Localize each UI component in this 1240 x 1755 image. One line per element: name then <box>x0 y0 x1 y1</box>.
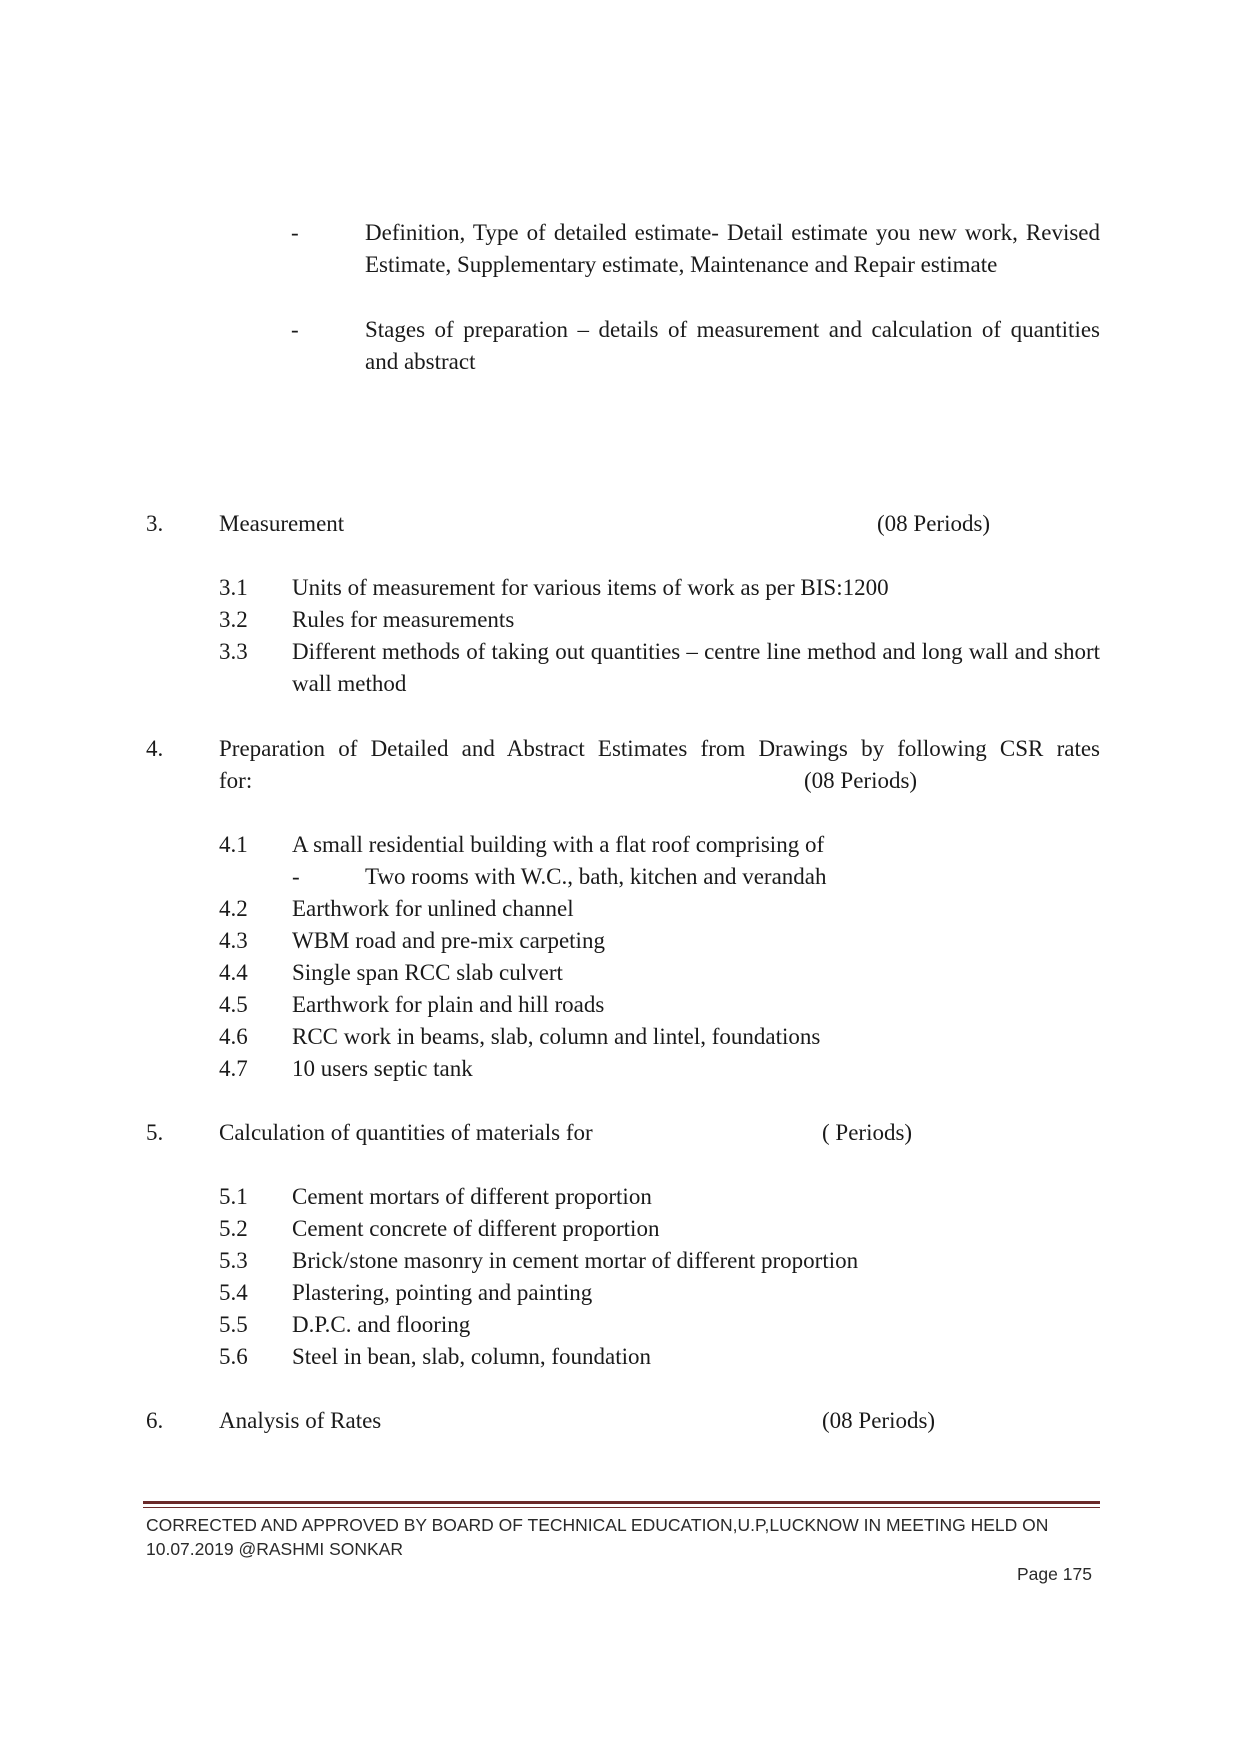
section-4-title-continued: for: <box>219 768 253 793</box>
item-text: D.P.C. and flooring <box>292 1312 471 1337</box>
item-number: 4.6 <box>219 1024 248 1049</box>
section-6-title: Analysis of Rates <box>219 1408 382 1433</box>
sub-bullet-marker: - <box>292 864 300 889</box>
item-text: Cement mortars of different proportion <box>292 1184 652 1209</box>
item-text: 10 users septic tank <box>292 1056 473 1081</box>
item-text: RCC work in beams, slab, column and lintel, foundations <box>292 1024 821 1049</box>
item-text: Rules for measurements <box>292 607 515 632</box>
item-text: WBM road and pre-mix carpeting <box>292 928 605 953</box>
item-number: 5.6 <box>219 1344 248 1369</box>
item-number: 4.4 <box>219 960 248 985</box>
section-5-title: Calculation of quantities of materials for <box>219 1120 593 1145</box>
item-text: Earthwork for plain and hill roads <box>292 992 605 1017</box>
item-text: Brick/stone masonry in cement mortar of different proportion <box>292 1248 859 1273</box>
item-number: 4.5 <box>219 992 248 1017</box>
bullet-marker: - <box>291 317 299 342</box>
item-number: 5.4 <box>219 1280 248 1305</box>
section-4-title: Preparation of Detailed and Abstract Estimates from Drawings by following CSR rates <box>219 736 1100 761</box>
item-number: 5.2 <box>219 1216 248 1241</box>
section-3-periods: (08 Periods) <box>877 511 991 536</box>
item-number: 4.2 <box>219 896 248 921</box>
item-text: Plastering, pointing and painting <box>292 1280 593 1305</box>
footer-rule-thin <box>143 1507 1100 1508</box>
item-text: Earthwork for unlined channel <box>292 896 574 921</box>
item-number: 4.1 <box>219 832 248 857</box>
section-6-number: 6. <box>146 1408 164 1433</box>
item-number: 4.3 <box>219 928 248 953</box>
page-number: Page 175 <box>1017 1564 1092 1584</box>
item-number: 3.2 <box>219 607 248 632</box>
item-number: 5.1 <box>219 1184 248 1209</box>
bullet-text-detailed-estimate: Definition, Type of detailed estimate- Detail estimate you new work, Revised Estimate, Supplementary estimate, Maintenance and Repair estimate <box>365 220 1100 277</box>
item-number: 3.1 <box>219 575 248 600</box>
bullet-text-stages-of-preparation: Stages of preparation – details of measurement and calculation of quantities and abstract <box>365 317 1100 374</box>
item-text: A small residential building with a flat roof comprising of <box>292 832 825 857</box>
item-number: 3.3 <box>219 639 248 664</box>
footer-approval-text: CORRECTED AND APPROVED BY BOARD OF TECHNICAL EDUCATION,U.P,LUCKNOW IN MEETING HELD ON <box>146 1515 1049 1535</box>
section-3-title: Measurement <box>219 511 345 536</box>
footer-approval-date: 10.07.2019 @RASHMI SONKAR <box>146 1539 404 1559</box>
item-number: 5.3 <box>219 1248 248 1273</box>
section-5-number: 5. <box>146 1120 164 1145</box>
item-number: 5.5 <box>219 1312 248 1337</box>
section-4-periods: (08 Periods) <box>804 768 918 793</box>
section-5-periods: ( Periods) <box>822 1120 913 1145</box>
footer-rule-thick <box>143 1501 1100 1504</box>
sub-bullet-text: Two rooms with W.C., bath, kitchen and verandah <box>365 864 827 889</box>
item-text: Cement concrete of different proportion <box>292 1216 660 1241</box>
section-6-periods: (08 Periods) <box>822 1408 936 1433</box>
item-text: Different methods of taking out quantities – centre line method and long wall and short wall method <box>292 639 1100 696</box>
bullet-marker: - <box>291 220 299 245</box>
section-3-number: 3. <box>146 511 164 536</box>
item-text: Single span RCC slab culvert <box>292 960 563 985</box>
item-number: 4.7 <box>219 1056 248 1081</box>
section-4-number: 4. <box>146 736 164 761</box>
item-text: Units of measurement for various items of work as per BIS:1200 <box>292 575 889 600</box>
item-text: Steel in bean, slab, column, foundation <box>292 1344 651 1369</box>
